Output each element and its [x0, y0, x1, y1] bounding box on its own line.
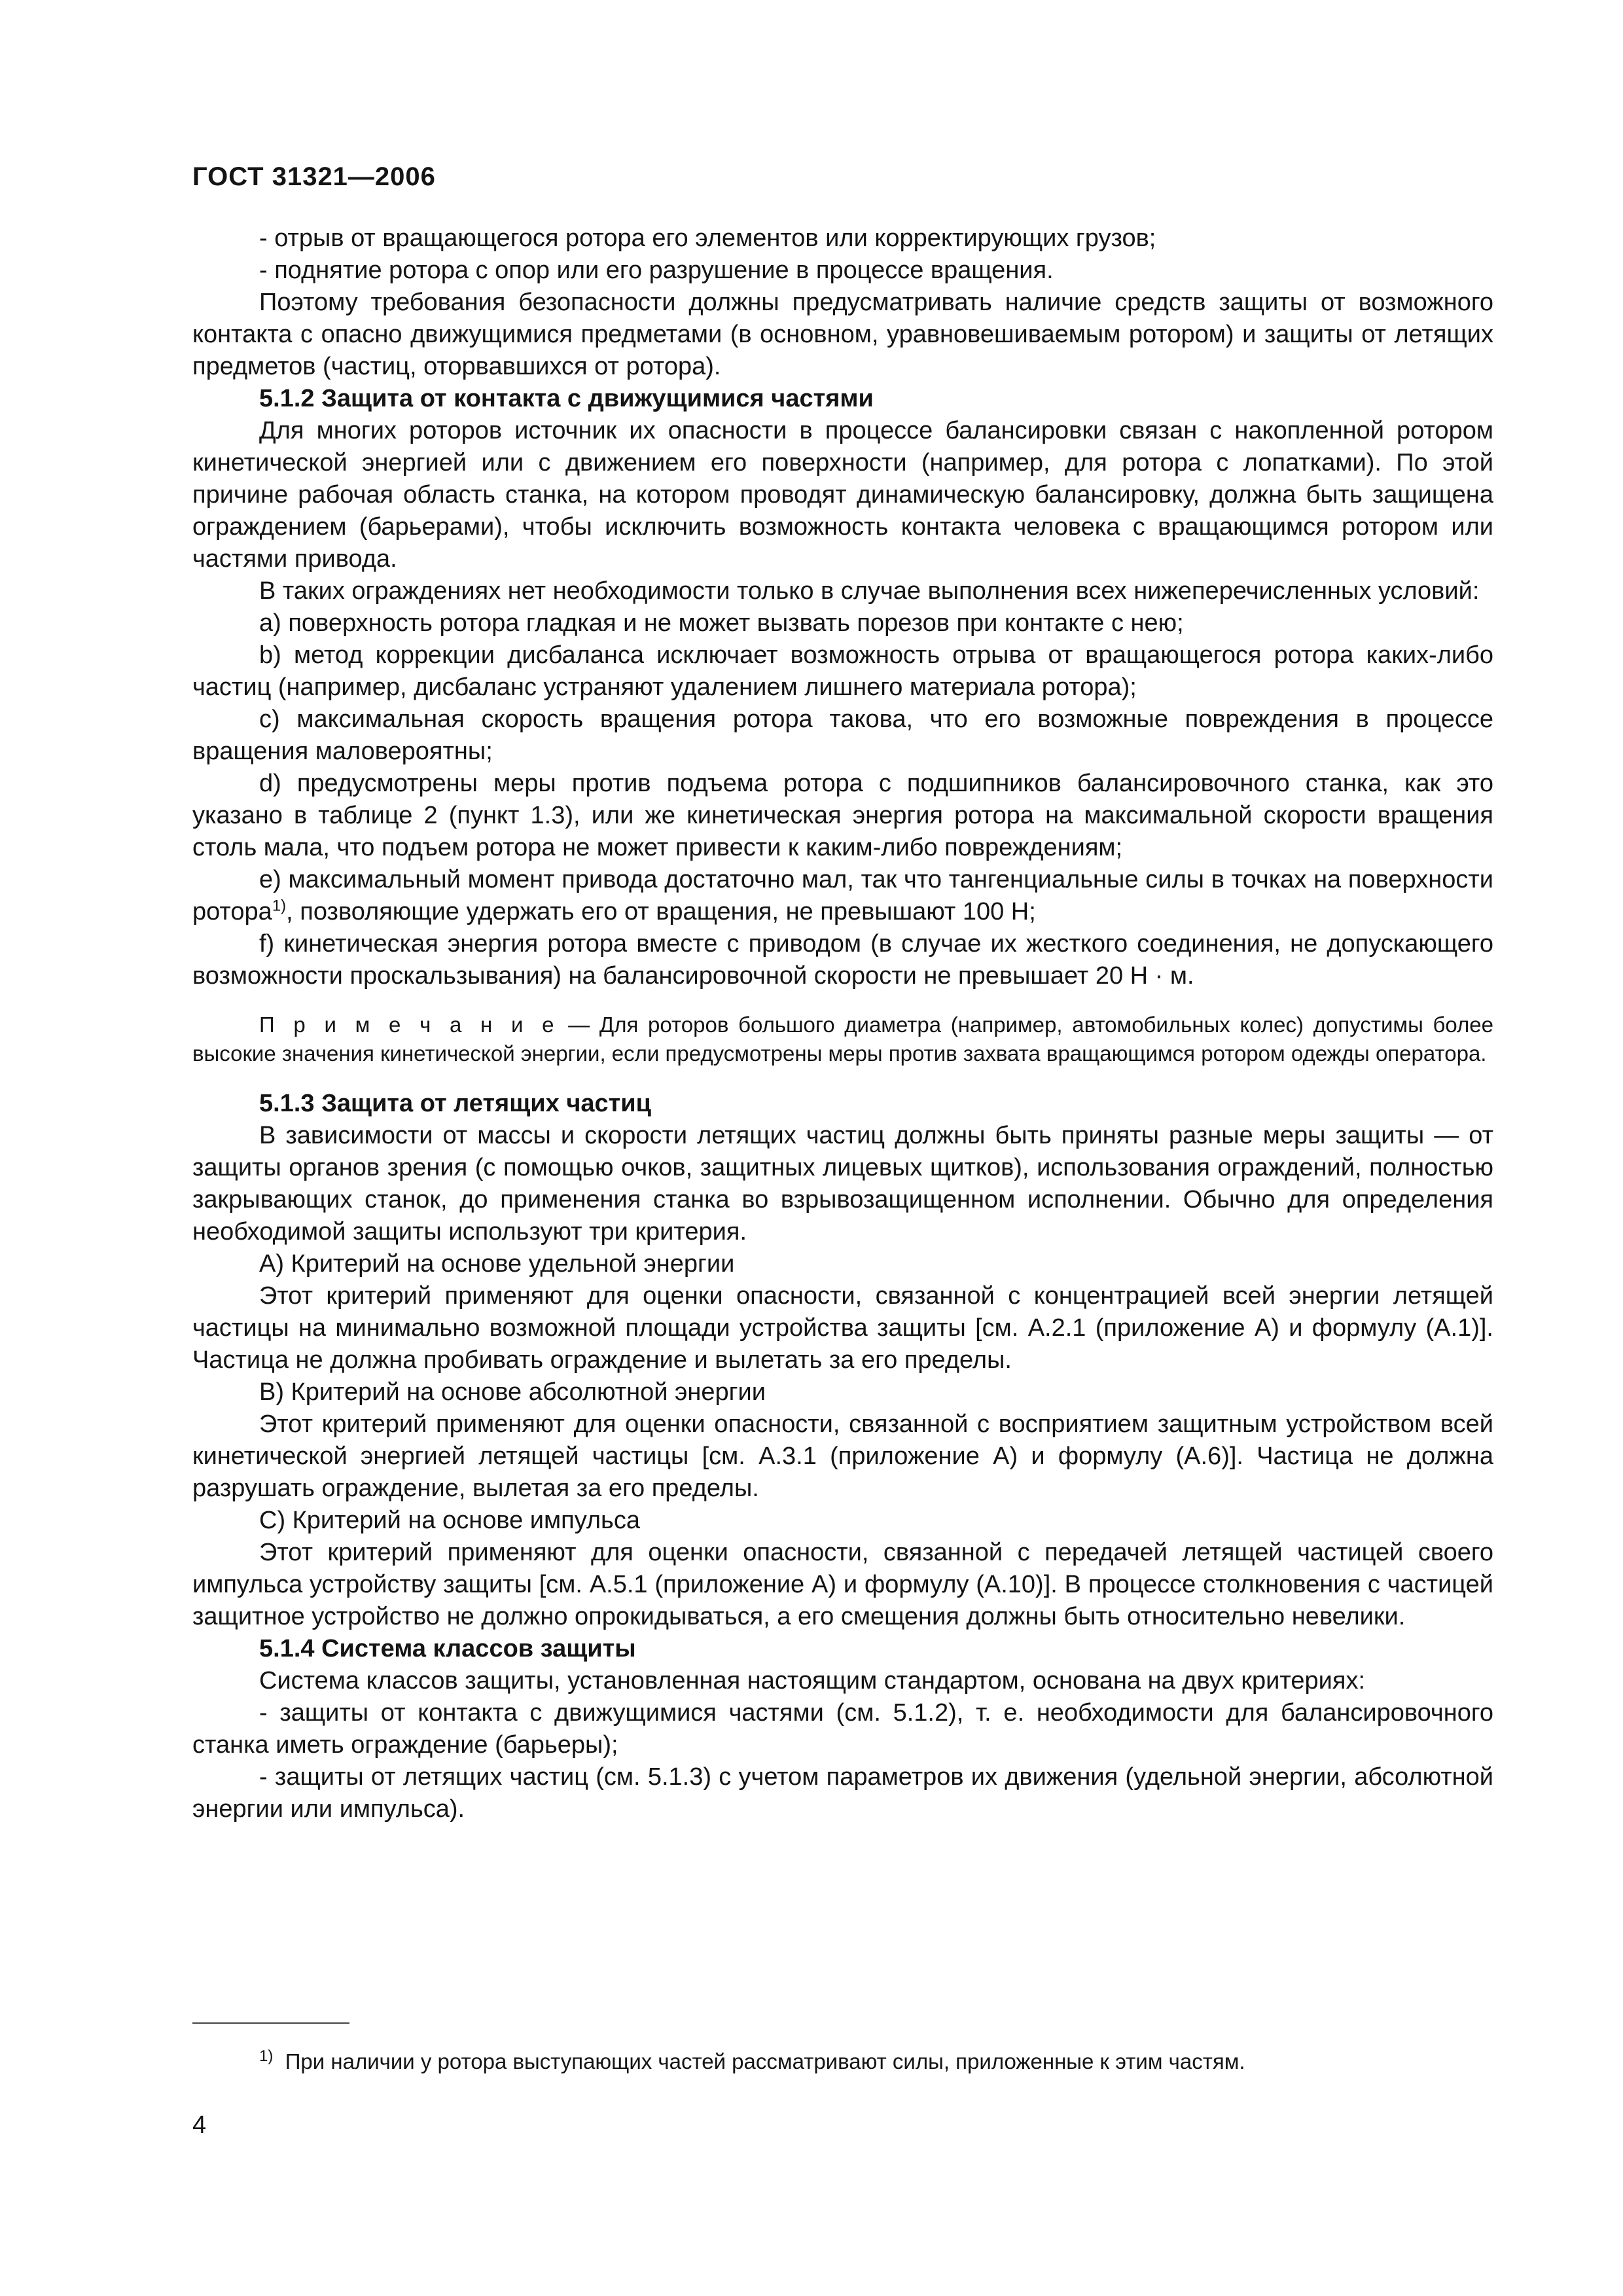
paragraph: Этот критерий применяют для оценки опасности, связанной с восприятием защитным устройством всей кинетической энергией летящей частицы [см. А.3.1 (приложение А) и формулу (А.6)]. Частица не должна разрушать ограждение, вылетая за его пределы.: [192, 1410, 1493, 1502]
list-item-a: a) поверхность ротора гладкая и не может вызвать порезов при контакте с нею;: [259, 609, 1184, 637]
list-item-d: d) предусмотрены меры против подъема ротора с подшипников балансировочного станка, как это указано в таблице 2 (пункт 1.3), или же кинетическая энергия ротора на максимальной скорости вращения столь мала, что подъем ротора не может привести к каким-либо повреждениям;: [192, 770, 1493, 861]
list-item: - поднятие ротора с опор или его разрушение в процессе вращения.: [259, 257, 1054, 284]
list-item: - отрыв от вращающегося ротора его элементов или корректирующих грузов;: [259, 224, 1156, 252]
paragraph: Этот критерий применяют для оценки опасности, связанной с концентрацией всей энергии летящей частицы на минимально возможной площади устройства защиты [см. А.2.1 (приложение А) и формулу (А.1)]. Частица не должна пробивать ограждение и вылетать за его пределы.: [192, 1282, 1493, 1374]
list-item-b: b) метод коррекции дисбаланса исключает возможность отрыва от вращающегося ротора каких-либо частиц (например, дисбаланс устраняют удалением лишнего материала ротора);: [192, 641, 1493, 701]
note-text: — Для роторов большого диаметра (например, автомобильных колес) допустимы более высокие значения кинетической энергии, если предусмотрены меры против захвата вращающимся ротором одежды оператора.: [192, 1013, 1493, 1066]
paragraph: Для многих роторов источник их опасности в процессе балансировки связан с накопленной ротором кинетической энергией или с движением его поверхности (например, для ротора с лопатками). По этой причине рабочая область станка, на котором проводят динамическую балансировку, должна быть защищена ограждением (барьерами), чтобы исключить возможность контакта человека с вращающимся ротором или частями привода.: [192, 417, 1493, 573]
document-body: [192, 223, 1493, 1825]
paragraph: Поэтому требования безопасности должны предусматривать наличие средств защиты от возможного контакта с опасно движущимися предметами (в основном, уравновешиваемым ротором) и защиты от летящих предметов (частиц, оторвавшихся от ротора).: [192, 289, 1493, 380]
criterion-heading-a: A) Критерий на основе удельной энергии: [259, 1250, 735, 1278]
criterion-heading-b: B) Критерий на основе абсолютной энергии: [259, 1378, 766, 1406]
page-number: 4: [192, 2111, 207, 2139]
paragraph: В таких ограждениях нет необходимости только в случае выполнения всех нижеперечисленных условий:: [259, 577, 1480, 605]
note: [192, 1011, 1493, 1068]
list-item: - защиты от летящих частиц (см. 5.1.3) с учетом параметров их движения (удельной энергии, абсолютной энергии или импульса).: [192, 1763, 1493, 1823]
section-heading-5-1-4: 5.1.4 Система классов защиты: [259, 1635, 636, 1662]
footnote: [259, 2047, 1489, 2076]
section-heading-5-1-2: 5.1.2 Защита от контакта с движущимися частями: [259, 385, 874, 412]
list-item: - защиты от контакта с движущимися частями (см. 5.1.2), т. е. необходимости для балансировочного станка иметь ограждение (барьеры);: [192, 1699, 1493, 1759]
list-item-f: f) кинетическая энергия ротора вместе с приводом (в случае их жесткого соединения, не допускающего возможности проскальзывания) на балансировочной скорости не превышает 20 Н · м.: [192, 930, 1493, 990]
footnote-divider: [192, 2022, 349, 2024]
paragraph: Система классов защиты, установленная настоящим стандартом, основана на двух критериях:: [259, 1667, 1366, 1695]
criterion-heading-c: C) Критерий на основе импульса: [259, 1507, 640, 1534]
paragraph: Этот критерий применяют для оценки опасности, связанной с передачей летящей частицей своего импульса устройству защиты [см. А.5.1 (приложение А) и формулу (А.10)]. В процессе столкновения с частицей защитное устройство не должно опрокидываться, а его смещения должны быть относительно невелики.: [192, 1539, 1493, 1630]
footnote-marker: 1): [259, 2047, 274, 2065]
note-label: П р и м е ч а н и е: [259, 1013, 559, 1037]
list-item-e-part2: , позволяющие удержать его от вращения, не превышают 100 Н;: [286, 898, 1036, 925]
section-heading-5-1-3: 5.1.3 Защита от летящих частиц: [259, 1090, 652, 1117]
list-item-c: c) максимальная скорость вращения ротора такова, что его возможные повреждения в процессе вращения маловероятны;: [192, 706, 1493, 765]
paragraph: В зависимости от массы и скорости летящих частиц должны быть приняты разные меры защиты — от защиты органов зрения (с помощью очков, защитных лицевых щитков), использования ограждений, полностью закрывающих станок, до применения станка во взрывозащищенном исполнении. Обычно для определения необходимой защиты используют три критерия.: [192, 1122, 1493, 1246]
list-item-e: [192, 864, 1493, 928]
list-item-e-part1: e) максимальный момент привода достаточно мал, так что тангенциальные силы в точках на поверхности ротора: [192, 866, 1493, 925]
document-header: ГОСТ 31321—2006: [192, 162, 436, 191]
footnote-ref: 1): [272, 897, 287, 915]
footnote-text: При наличии у ротора выступающих частей рассматривают силы, приложенные к этим частям.: [285, 2049, 1245, 2073]
